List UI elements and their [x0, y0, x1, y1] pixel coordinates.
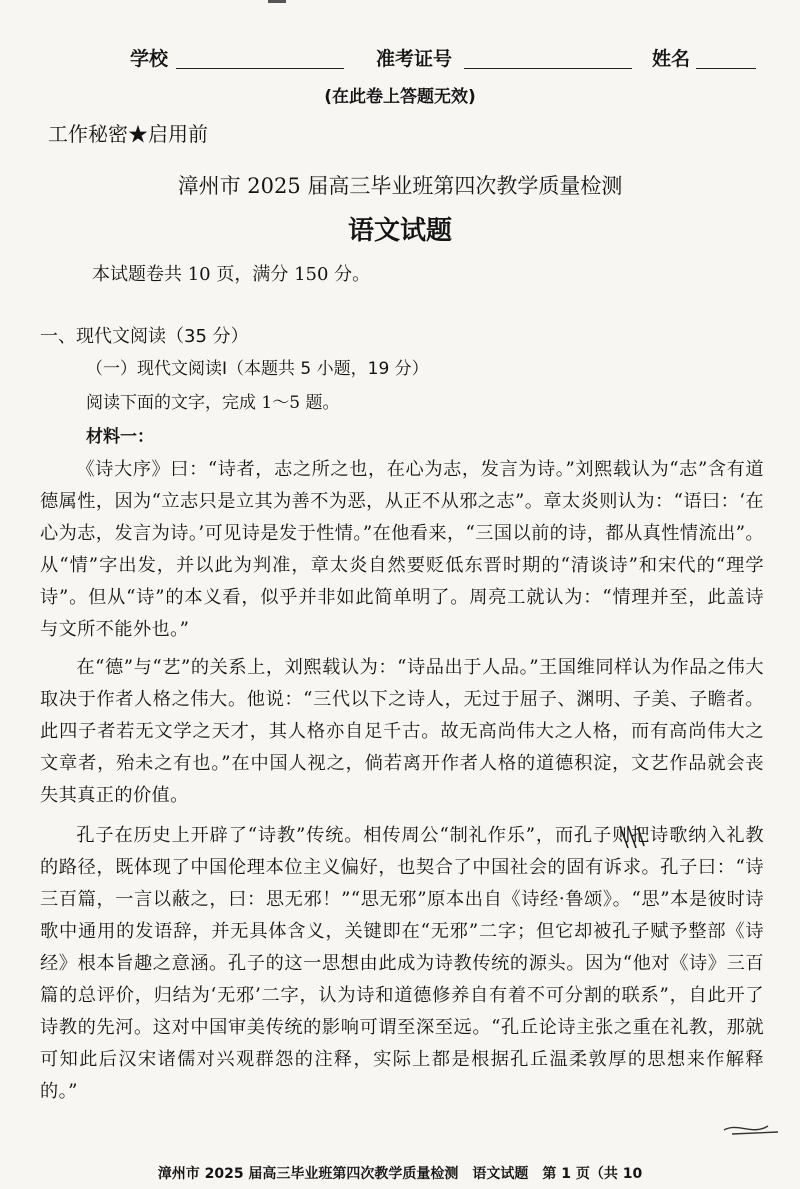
name-label: 姓名 — [652, 48, 691, 70]
subsection-title: （一）现代文阅读Ⅰ（本题共 5 小题，19 分） — [86, 359, 429, 379]
instruction-line: 阅读下面的文字，完成 1～5 题。 — [86, 393, 340, 413]
exam-title: 漳州市 2025 届高三毕业班第四次教学质量检测 — [177, 174, 623, 198]
subject-title: 语文试题 — [347, 216, 452, 246]
pen-scribble-icon — [616, 822, 656, 852]
staple-mark — [268, 0, 286, 3]
exam-number-label: 准考证号 — [376, 48, 453, 70]
paragraph: 在“德”与“艺”的关系上，刘熙载认为：“诗品出于人品。”王国维同样认为作品之伟大取决于作者人格之伟大。他说：“三代以下之诗人，无过于屈子、渊明、子美、子瞻者。此四子者若无文学之天才，其人格亦自足千古。故无高尚伟大之人格，而有高尚伟大之文章者，殆未之有也。”在中国人视之，倘若离开作者人格的道德积淀，文艺作品就会丧失其真正的价值。 — [40, 657, 764, 806]
school-blank — [176, 68, 344, 69]
pen-underline-scribble-icon — [722, 1112, 782, 1138]
intro-line: 本试题卷共 10 页，满分 150 分。 — [92, 264, 371, 285]
paragraph: 《诗大序》曰：“诗者，志之所之也，在心为志，发言为诗。”刘熙载认为“志”含有道德属性，因为“立志只是立其为善不为恶，从正不从邪之志”。章太炎则认为：“语曰：‘在心为志，发言为诗。’可见诗是发于性情。”在他看来，“三国以前的诗，都从真性情流出”。从“情”字出发，并以此为判准，章太炎自然要贬低东晋时期的“清谈诗”和宋代的“理学诗”。但从“诗”的本义看，似乎并非如此简单明了。周亮工就认为：“情理并至，此盖诗与文所不能外也。” — [40, 459, 764, 640]
no-answer-note: (在此卷上答题无效) — [324, 87, 476, 107]
school-label: 学校 — [130, 48, 169, 70]
exam-number-blank — [464, 68, 632, 69]
confidential-mark: 工作秘密★启用前 — [48, 122, 208, 146]
paragraph: 孔子在历史上开辟了“诗教”传统。相传周公“制礼作乐”，而孔子则把诗歌纳入礼教的路径，既体现了中国伦理本位主义偏好，也契合了中国社会的固有诉求。孔子曰：“诗三百篇，一言以蔽之，曰：思无邪！”“思无邪”原本出自《诗经·鲁颂》。“思”本是彼时诗歌中通用的发语辞，并无具体含义，关键即在“无邪”二字；但它却被孔子赋予整部《诗经》根本旨趣之意涵。孔子的这一思想由此成为诗教传统的源头。因为“他对《诗》三百篇的总评价，归结为‘无邪’二字，认为诗和道德修养自有着不可分割的联系”，自此开了诗教的先河。这对中国审美传统的影响可谓至深至远。“孔丘论诗主张之重在礼教，那就可知此后汉宋诸儒对兴观群怨的注释，实际上都是根据孔丘温柔敦厚的思想来作解释的。” — [40, 825, 764, 1102]
page-footer: 漳州市 2025 届高三毕业班第四次教学质量检测 语文试题 第 1 页（共 10 — [157, 1166, 643, 1182]
material-label: 材料一： — [86, 427, 154, 447]
name-blank — [696, 68, 756, 69]
section-title: 一、现代文阅读（35 分） — [40, 326, 249, 347]
